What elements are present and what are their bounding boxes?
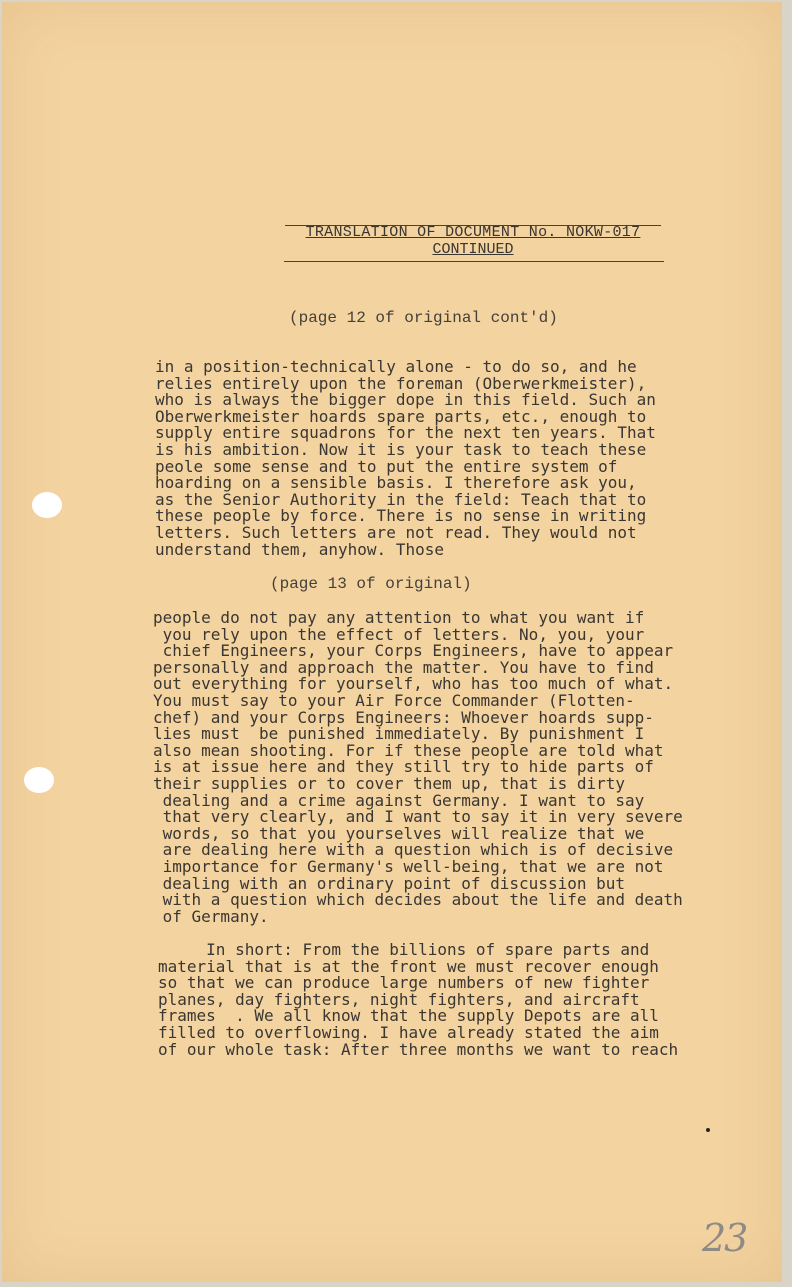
document-page [2, 2, 782, 1282]
folio-number: 23 [702, 1216, 747, 1260]
header-title: TRANSLATION OF DOCUMENT No. NOKW-017 [305, 224, 641, 241]
body-paragraph: people do not pay any attention to what you want if you rely upon the effect of letters. No, you, your chief Engineers, your Corps Engineers, have to appear personally and approach the matter. You have to find out everything for yourself, who has too much of what. You must say to your Air Force Commander (Flotten- chef) and your Corps Engineers: Whoever hoards supp- lies must be punished immediately. By punishment I also mean shooting. For if these people are told what is at issue here and they still try to hide parts of their supplies or to cover them up, that is dirty dealing and a crime against Germany. I want to say that very clearly, and I want to say it in very severe words, so that you yourselves will realize that we are dealing here with a question which is of decisive importance for Germany's well-being, that we are not dealing with an ordinary point of discussion but with a question which decides about the life and death of Germany. [153, 608, 683, 926]
ink-mark [706, 1128, 710, 1132]
header-continued: CONTINUED [432, 241, 514, 258]
document-header [284, 224, 662, 258]
page-reference: (page 13 of original) [270, 575, 472, 593]
punch-hole [24, 767, 54, 793]
page-reference: (page 12 of original cont'd) [289, 309, 558, 327]
body-paragraph: in a position-technically alone - to do so, and he relies entirely upon the foreman (Oberwerkmeister), who is always the bigger dope in this field. Such an Oberwerkmeister hoards spare parts, etc., enough to supply entire squadrons for the next ten years. That is his ambition. Now it is your task to teach these peole some sense and to put the entire system of hoarding on a sensible basis. I therefore ask you, as the Senior Authority in the field: Teach that to these people by force. There is no sense in writing letters. Such letters are not read. They would not understand them, anyhow. Those [155, 357, 656, 559]
body-paragraph: In short: From the billions of spare parts and material that is at the front we must recover enough so that we can produce large numbers of new fighter planes, day fighters, night fighters, and aircraft frames . We all know that the supply Depots are all filled to overflowing. I have already stated the aim of our whole task: After three months we want to reach [158, 940, 679, 1059]
header-rule-bottom [284, 261, 664, 262]
punch-hole [32, 492, 62, 518]
